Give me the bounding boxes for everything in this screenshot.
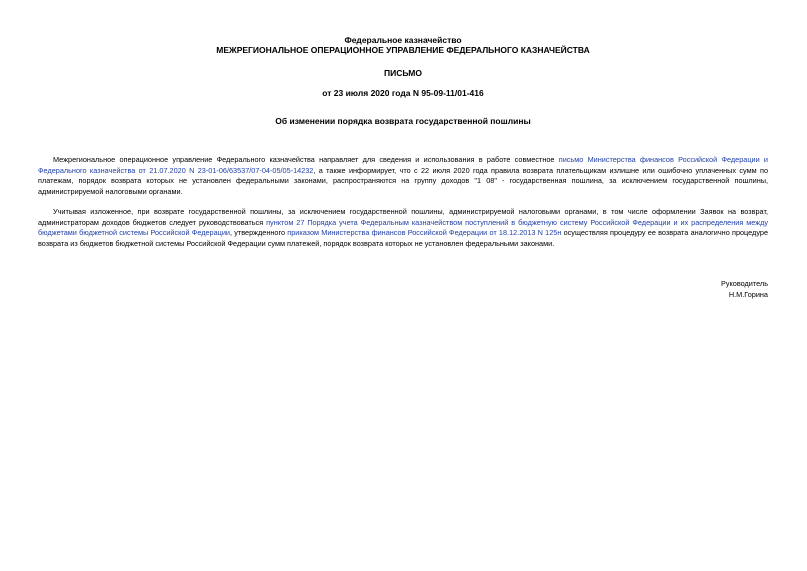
signatory-name: Н.М.Горина [728, 290, 768, 299]
paragraph-2-text-b: , утвержденного [230, 228, 288, 238]
paragraph-2-text-c: осуществляя процедуру ее возврата аналогично процедуре возврата из бюджетов бюджетной системы Российской Федерации сумм платежей, порядок возврата которых не установлен федеральными законами. [38, 228, 768, 248]
paragraph-2-text-a: Учитывая изложенное, при возврате государственной пошлины, за исключением государственной пошлины, администрируемой налоговыми органами, в том числе оформлении Заявок на возврат, администраторам доходов бюджетов следует руководствоваться [38, 207, 768, 227]
org-name-line2: МЕЖРЕГИОНАЛЬНОЕ ОПЕРАЦИОННОЕ УПРАВЛЕНИЕ ФЕДЕРАЛЬНОГО КАЗНАЧЕЙСТВА [216, 45, 590, 55]
paragraph-1-text-b: , а также информирует, что с 22 июля 2020 года правила возврата плательщикам излишне или ошибочно уплаченных сумм по платежам, порядок возврата которых не установлен федеральными законами, распространяются на группу доходов "1 08" - государственная пошлина, за исключением государственной пошлины, администрируемой налоговыми органами. [38, 165, 768, 196]
org-name-line1: Федеральное казначейство [344, 35, 462, 45]
paragraph-2 [38, 207, 768, 249]
link-joint-letter[interactable]: письмо Министерства финансов Российской Федерации и Федерального казначейства от 21.07.2020 N 23-01-06/63537/07-04-05/05-14232 [38, 155, 769, 175]
signatory-position: Руководитель [720, 279, 768, 288]
organization-header [38, 35, 768, 55]
document-title: Об изменении порядка возврата государственной пошлины [275, 116, 531, 126]
paragraph-1 [38, 155, 768, 197]
link-procedure-clause-27[interactable]: пунктом 27 Порядка учета Федеральным казначейством поступлений в бюджетную систему Российской Федерации и их распределения между бюджетами бюджетной системы Российской Федерации [38, 217, 768, 238]
link-minfin-order[interactable]: приказом Министерства финансов Российской Федерации от 18.12.2013 N 125н [287, 228, 562, 238]
paragraph-1-text-a: Межрегиональное операционное управление Федерального казначейства направляет для сведения и использования в работе совместное [53, 155, 559, 164]
document-type: ПИСЬМО [384, 68, 422, 78]
document-date-number: от 23 июля 2020 года N 95-09-11/01-416 [322, 88, 484, 98]
